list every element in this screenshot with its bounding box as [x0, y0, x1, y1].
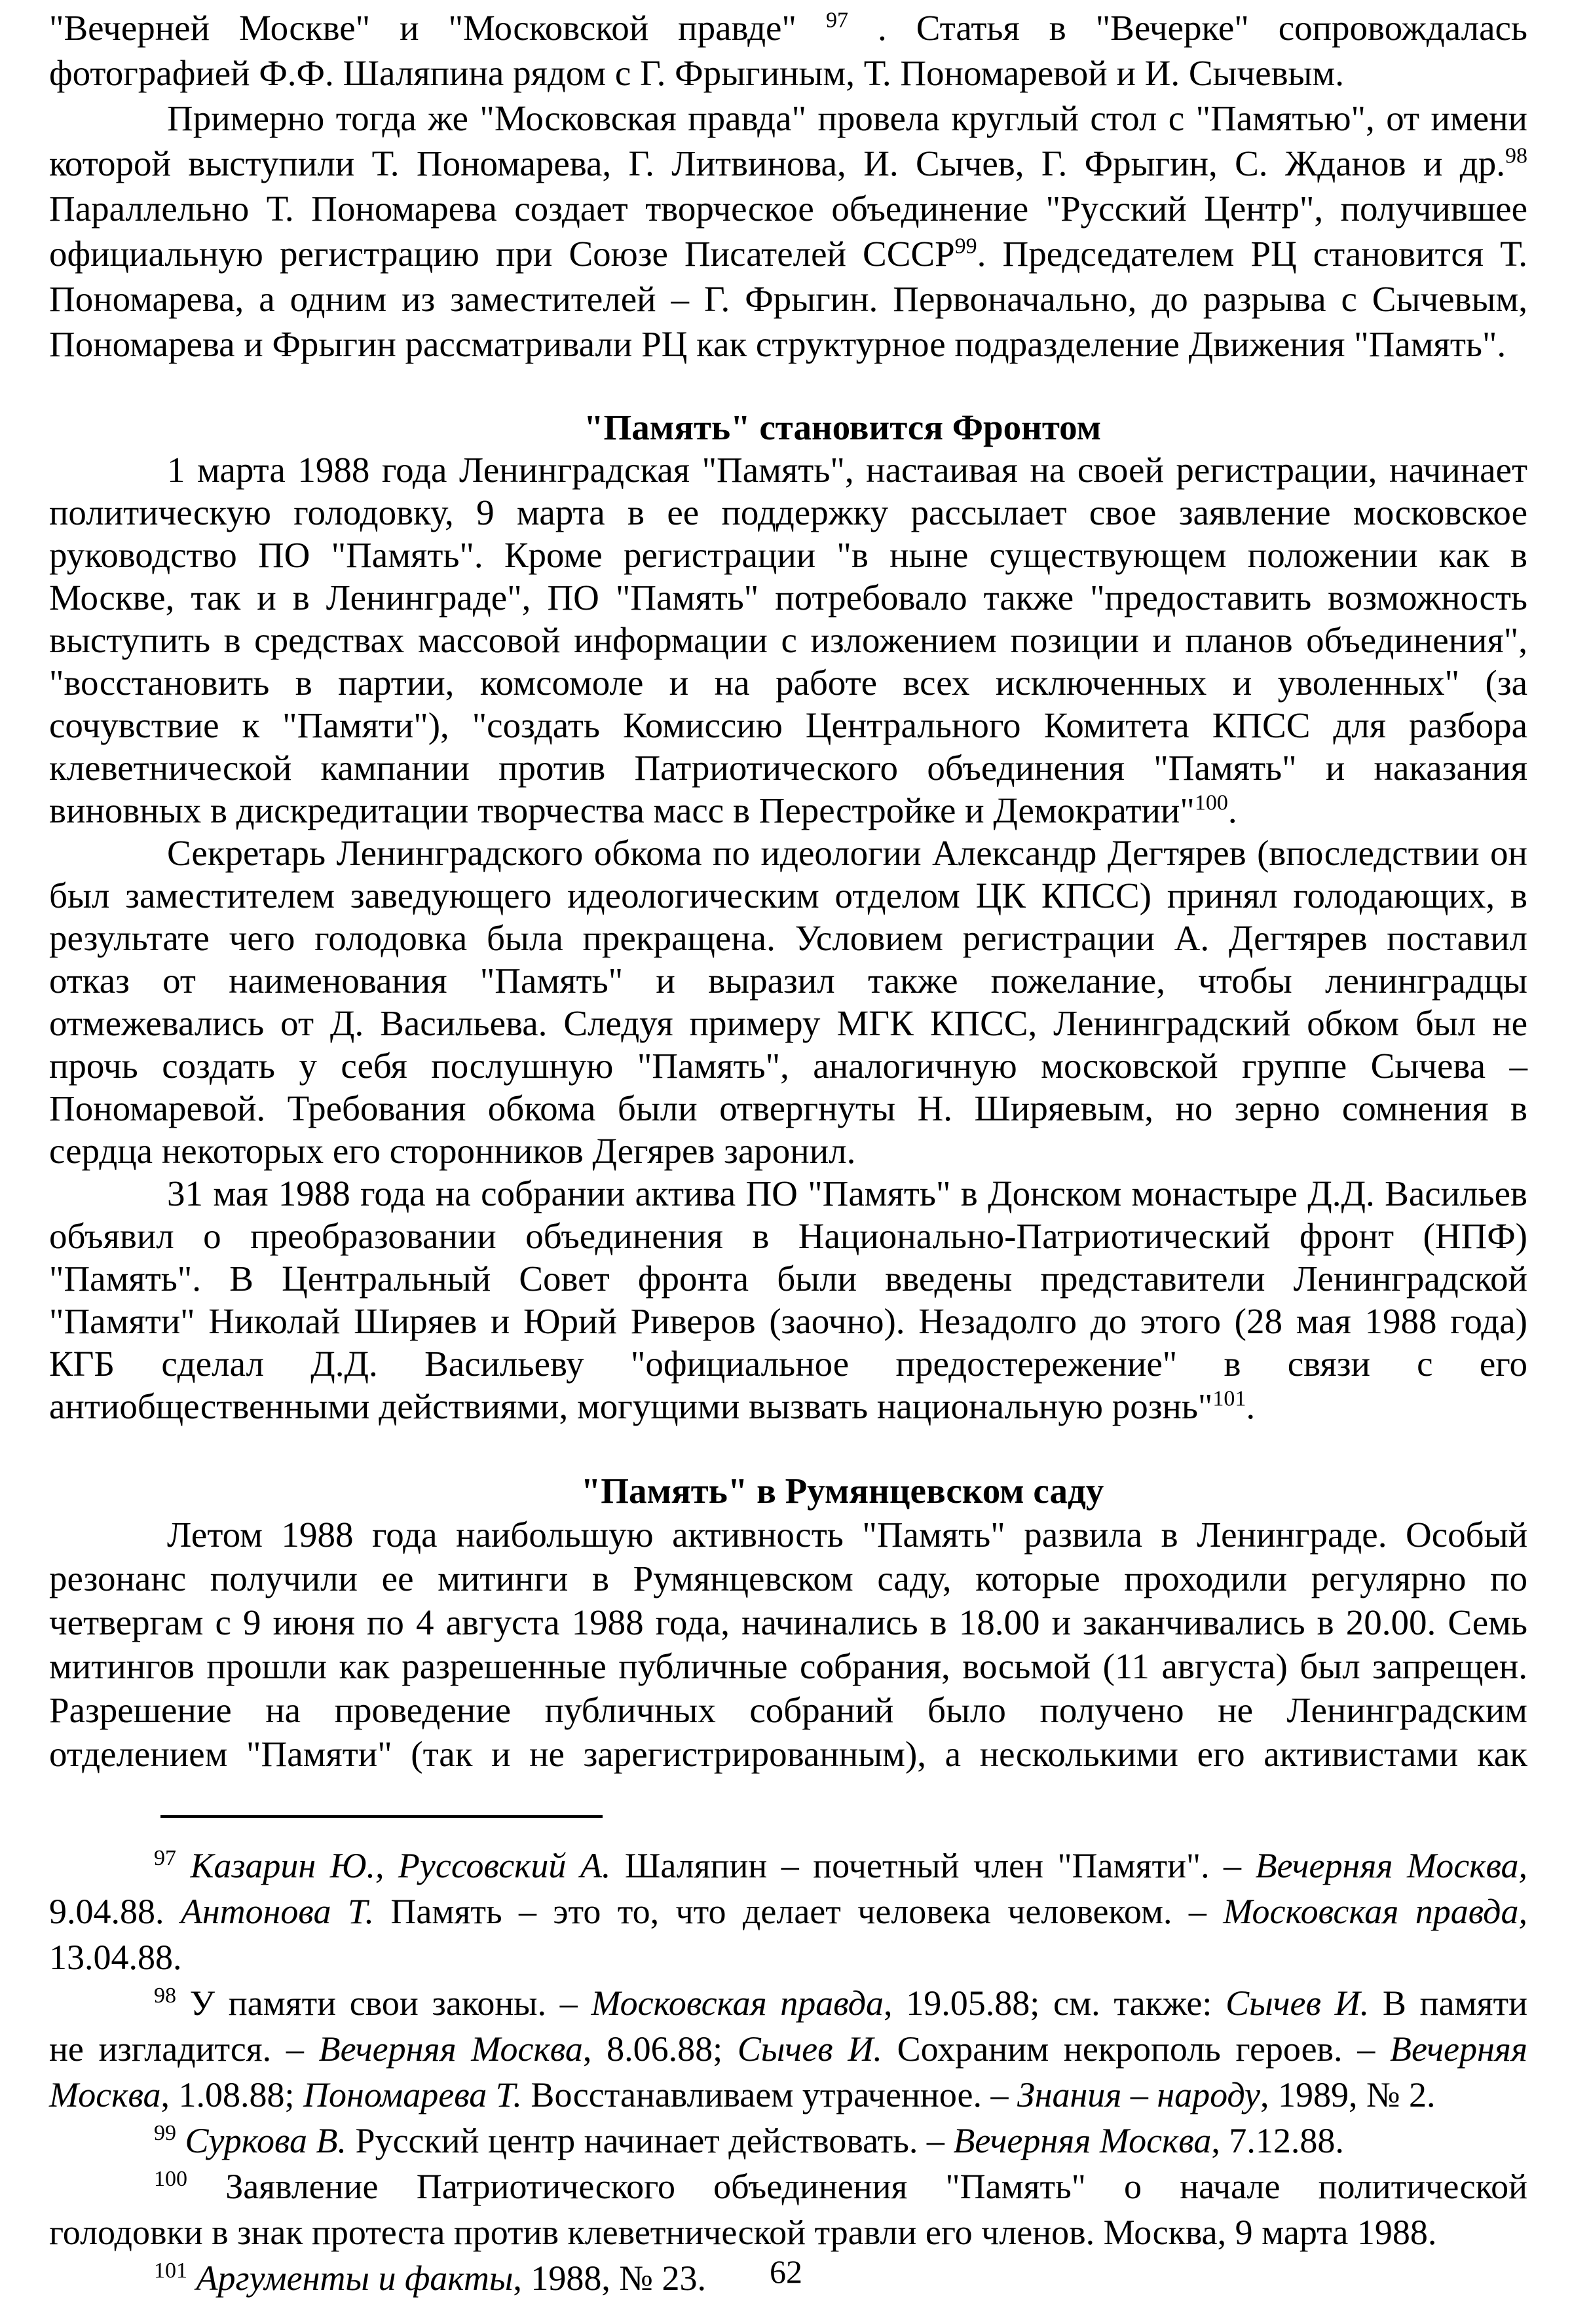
text-run: Пономарева, а одним из заместителей – Г. Фрыгин. Первоначально, до разрыва с Сычевым,: [49, 279, 1527, 319]
text-run: политическую голодовку, 9 марта в ее поддержку рассылает свое заявление московское: [49, 492, 1527, 532]
footnote-ref: 100: [154, 2167, 187, 2191]
text-line: [49, 1044, 1527, 1087]
section-rumyantsev-garden: [49, 1469, 1527, 1776]
text-run: . Статья в "Вечерке" сопровождалась: [848, 8, 1528, 48]
text-run: руководство ПО "Память". Кроме регистрации "в ныне существующем положении как в: [49, 535, 1527, 575]
text-run: Секретарь Ленинградского обкома по идеологии Александр Дегтярев (впоследствии он: [167, 833, 1527, 873]
text-run: , 19.05.88; см. также:: [884, 1983, 1226, 2023]
footnote-ref: 97: [825, 8, 848, 33]
text-run: Пономарева Т.: [303, 2075, 522, 2114]
text-run: Суркова В.: [185, 2121, 347, 2160]
text-line: [49, 96, 1527, 141]
paragraph: [49, 5, 1527, 96]
text-run: митингов прошли как разрешенные публичные собрания, восьмой (11 августа) был запрещен.: [49, 1646, 1527, 1686]
text-run: Московская правда,: [1223, 1892, 1527, 1931]
text-line: [49, 619, 1527, 661]
text-run: 31 мая 1988 года на собрании актива ПО "Память" в Донском монастыре Д.Д. Васильев: [167, 1173, 1527, 1213]
text-run: КГБ сделал Д.Д. Васильеву "официальное предостережение" в связи с его: [49, 1344, 1527, 1384]
text-run: "Памяти" Николай Ширяев и Юрий Риверов (заочно). Незадолго до этого (28 мая 1988 года): [49, 1301, 1527, 1341]
text-line: [49, 1980, 1527, 2026]
paragraph: [49, 832, 1527, 1172]
text-run: объявил о преобразовании объединения в Национально-Патриотический фронт (НПФ): [49, 1216, 1527, 1256]
text-run: , 1.08.88;: [160, 2075, 304, 2114]
text-run: Московская правда: [591, 1983, 884, 2023]
text-run: Летом 1988 года наибольшую активность "Память" развила в Ленинграде. Особый: [167, 1515, 1527, 1555]
text-line: [49, 1732, 1527, 1776]
text-line: [49, 2164, 1527, 2209]
text-line: [49, 1688, 1527, 1732]
text-line: [49, 1257, 1527, 1300]
text-line: [49, 276, 1527, 322]
footnote: [49, 2118, 1527, 2164]
text-run: Русский центр начинает действовать. –: [346, 2121, 954, 2160]
text-run: 13.04.88.: [49, 1938, 182, 1977]
text-run: "Вечерней Москве" и "Московской правде": [49, 8, 826, 48]
text-line: [49, 917, 1527, 959]
text-line: [49, 959, 1527, 1002]
text-run: 9.04.88.: [49, 1892, 181, 1931]
text-run: , 8.06.88;: [582, 2029, 738, 2069]
text-run: Казарин Ю., Руссовский А.: [190, 1846, 611, 1885]
text-run: резонанс получили ее митинги в Румянцевском саду, которые проходили регулярно по: [49, 1559, 1527, 1598]
text-run: 1 марта 1988 года Ленинградская "Память", настаивая на своей регистрации, начинает: [167, 450, 1527, 490]
text-line: [49, 2118, 1527, 2164]
text-line: [49, 576, 1527, 619]
text-line: [49, 322, 1527, 367]
paragraph: [49, 449, 1527, 832]
text-line: [49, 449, 1527, 491]
footnotes: [49, 1843, 1527, 2301]
text-run: .: [1246, 1386, 1256, 1426]
text-line: [49, 1300, 1527, 1342]
text-line: [49, 186, 1527, 231]
text-run: клеветнической кампании против Патриотического объединения "Память" и наказания: [49, 748, 1527, 788]
text-line: [49, 1843, 1527, 1889]
text-run: прочь создать у себя послушную "Память", аналогичную московской группе Сычева –: [49, 1046, 1527, 1086]
text-run: [176, 2121, 185, 2160]
text-line: [49, 1002, 1527, 1044]
text-line: [49, 1385, 1527, 1428]
text-run: Вечерняя Москва: [953, 2121, 1212, 2160]
text-line: [49, 747, 1527, 789]
text-line: [49, 1172, 1527, 1215]
text-line: [49, 1934, 1527, 1980]
text-run: , 1989, № 2.: [1260, 2075, 1436, 2114]
footnote-ref: 100: [1194, 790, 1228, 815]
text-run: антиобщественными действиями, могущими вызвать национальную рознь": [49, 1386, 1213, 1426]
text-run: фотографией Ф.Ф. Шаляпина рядом с Г. Фрыгиным, Т. Пономаревой и И. Сычевым.: [49, 53, 1345, 93]
text-line: [49, 1644, 1527, 1688]
text-line: [49, 2026, 1527, 2072]
footnote-separator: [160, 1815, 603, 1818]
text-run: Параллельно Т. Пономарева создает творческое объединение "Русский Центр", получившее: [49, 189, 1527, 229]
text-run: Аргументы и факты: [196, 2259, 514, 2298]
text-line: [49, 491, 1527, 534]
text-run: , 1988, № 23.: [513, 2259, 706, 2298]
footnote-ref: 98: [1505, 143, 1527, 168]
footnote-ref: 101: [1212, 1386, 1246, 1411]
text-run: Заявление Патриотического объединения "Память" о начале политической: [187, 2167, 1527, 2206]
text-run: Знания – народу: [1017, 2075, 1261, 2114]
text-line: [49, 1215, 1527, 1257]
text-run: отказ от наименования "Память" и выразил также пожелание, чтобы ленинградцы: [49, 961, 1527, 1001]
text-line: [49, 2072, 1527, 2118]
section-heading: "Память" становится Фронтом: [583, 407, 1102, 447]
section-heading: "Память" в Румянцевском саду: [580, 1471, 1104, 1511]
text-run: Антонова Т.: [180, 1892, 375, 1931]
text-run: . Председателем РЦ становится Т.: [977, 234, 1527, 274]
text-line: [49, 789, 1527, 832]
text-run: сочувствие к "Памяти"), "создать Комиссию Центрального Комитета КПСС для разбора: [49, 705, 1527, 745]
text-line: [49, 1513, 1527, 1557]
text-run: Сычев И.: [1226, 1983, 1370, 2023]
text-line: [49, 141, 1527, 186]
text-run: Вечерняя Москва: [318, 2029, 583, 2069]
text-run: Вечерняя Москва,: [1255, 1846, 1528, 1885]
top-text-block: [49, 5, 1527, 367]
text-line: [49, 50, 1527, 96]
text-run: В памяти: [1369, 1983, 1527, 2023]
text-run: которой выступили Т. Пономарева, Г. Литвинова, И. Сычев, Г. Фрыгин, С. Жданов и др.: [49, 143, 1505, 183]
footnote: [49, 2164, 1527, 2255]
section-pamyat-becomes-front: [49, 406, 1527, 1428]
text-run: официальную регистрацию при Союзе Писателей СССР: [49, 234, 955, 274]
text-line: [49, 832, 1527, 874]
text-run: , 7.12.88.: [1211, 2121, 1344, 2160]
text-line: [49, 1600, 1527, 1644]
footnote: [49, 1980, 1527, 2118]
text-run: Москва: [49, 2075, 161, 2114]
text-line: [49, 1889, 1527, 1934]
page-number: 62: [770, 2253, 802, 2290]
text-line: [49, 534, 1527, 576]
text-run: голодовки в знак протеста против клеветнической травли его членов. Москва, 9 марта 1988.: [49, 2213, 1437, 2252]
text-run: не изгладится. –: [49, 2029, 319, 2069]
text-run: "Память". В Центральный Совет фронта были введены представители Ленинградской: [49, 1259, 1527, 1299]
text-line: [49, 874, 1527, 917]
text-run: Москве, так и в Ленинграде", ПО "Память" потребовало также "предоставить возможность: [49, 578, 1527, 618]
text-line: [49, 661, 1527, 704]
text-run: У памяти свои законы. –: [176, 1983, 591, 2023]
text-run: виновных в дискредитации творчества масс в Перестройке и Демократии": [49, 790, 1195, 830]
text-run: Память – это то, что делает человека человеком. –: [374, 1892, 1224, 1931]
text-run: .: [1227, 790, 1237, 830]
paragraph: [49, 1172, 1527, 1428]
text-run: Разрешение на проведение публичных собраний было получено не Ленинградским: [49, 1690, 1527, 1730]
paragraph: [49, 1513, 1527, 1776]
text-run: Сохраним некрополь героев. –: [882, 2029, 1391, 2069]
text-run: отделением "Памяти" (так и не зарегистрированным), а несколькими его активистами как: [49, 1734, 1527, 1774]
text-run: четвергам с 9 июня по 4 августа 1988 года, начинались в 18.00 и заканчивались в 20.00. Семь: [49, 1602, 1527, 1642]
text-run: сердца некоторых его сторонников Дегярев заронил.: [49, 1131, 856, 1171]
text-run: [176, 1846, 191, 1885]
text-run: отмежевались от Д. Васильева. Следуя примеру МГК КПСС, Ленинградский обком был не: [49, 1003, 1527, 1043]
footnote: [49, 1843, 1527, 1980]
footnote-ref: 99: [154, 2121, 176, 2145]
text-run: Сычев И.: [737, 2029, 882, 2069]
text-run: "восстановить в партии, комсомоле и на работе всех исключенных и уволенных" (за: [49, 663, 1527, 703]
text-run: Вечерняя: [1390, 2029, 1528, 2069]
text-run: выступить в средствах массовой информации с изложением позиции и планов объединения",: [49, 620, 1527, 660]
text-line: [49, 1557, 1527, 1600]
text-run: был заместителем заведующего идеологическим отделом ЦК КПСС) принял голодающих, в: [49, 876, 1527, 915]
text-line: [49, 704, 1527, 747]
text-line: [49, 5, 1527, 50]
footnote-ref: 99: [954, 234, 977, 259]
text-run: Шаляпин – почетный член "Памяти". –: [610, 1846, 1256, 1885]
text-run: Пономарева и Фрыгин рассматривали РЦ как структурное подразделение Движения "Память".: [49, 324, 1506, 364]
text-line: [49, 2209, 1527, 2255]
text-line: [49, 1342, 1527, 1385]
footnote-ref: 97: [154, 1846, 176, 1870]
text-run: Восстанавливаем утраченное. –: [521, 2075, 1017, 2114]
footnote-ref: 101: [154, 2259, 187, 2283]
text-run: результате чего голодовка была прекращена. Условием регистрации А. Дегтярев поставил: [49, 918, 1527, 958]
text-run: Пономаревой. Требования обкома были отвергнуты Н. Ширяевым, но зерно сомнения в: [49, 1088, 1527, 1128]
footnote-ref: 98: [154, 1983, 176, 2008]
text-run: Примерно тогда же "Московская правда" провела круглый стол с "Памятью", от имени: [167, 98, 1527, 138]
paragraph: [49, 96, 1527, 367]
text-line: [49, 1130, 1527, 1172]
text-line: [49, 1087, 1527, 1130]
text-line: [49, 231, 1527, 276]
